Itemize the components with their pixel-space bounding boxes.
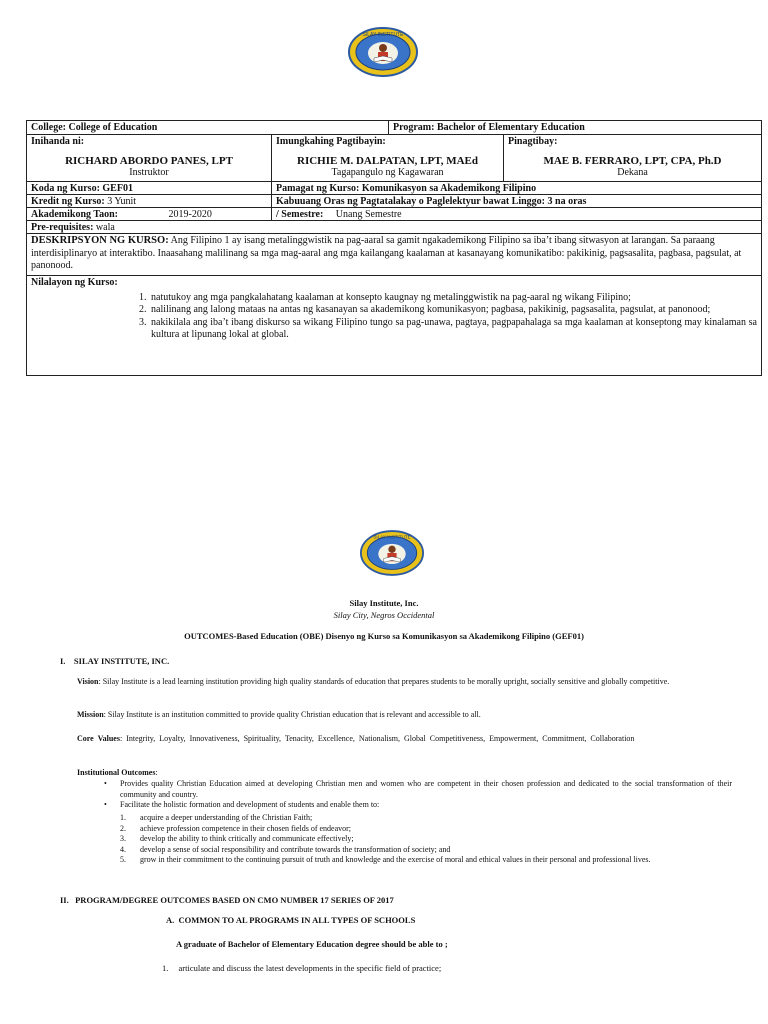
item-number: 2. xyxy=(120,823,126,833)
bullet-item: • Facilitate the holistic formation and development of students and enable them to: xyxy=(100,800,732,811)
item-number: 3. xyxy=(120,834,126,843)
program-outcome-item xyxy=(162,963,441,973)
course-credit-row xyxy=(27,195,761,208)
item-number: 5. xyxy=(120,855,126,864)
numbered-item xyxy=(120,834,732,845)
prerequisites-cell xyxy=(27,221,761,233)
numbered-item xyxy=(120,855,732,866)
approved-name: MAE B. FERRARO, LPT, CPA, Ph.D xyxy=(543,155,722,167)
numbered-item xyxy=(120,813,732,824)
recommended-cell xyxy=(272,135,504,181)
course-code-value: GEF01 xyxy=(102,183,133,194)
course-title-label: Pamagat ng Kurso: xyxy=(276,183,360,194)
item-text: achieve profession competence in their chosen fields of endeavor; xyxy=(140,823,352,833)
recommended-label: Imungkahing Pagtibayin: xyxy=(276,136,386,147)
recommended-role: Tagapangulo ng Kagawaran xyxy=(331,167,444,178)
course-objectives xyxy=(27,276,761,343)
section-heading-1: I. SILAY INSTITUTE, INC. xyxy=(60,656,170,666)
course-title-value: Komunikasyon sa Akademikong Filipino xyxy=(361,183,537,194)
core-values-label: Core Values xyxy=(77,734,120,743)
objective-item: 3. nakikilala ang iba’t ibang diskurso sa wikang Filipino tungo sa pag-unawa, pagtaya, pagpapahalaga sa mga kaalaman at konseptong may kinalaman sa kultura at lipunang lokal at global. xyxy=(149,317,757,342)
vision-text: : Silay Institute is a lead learning institution providing high quality standards of education that prepares students to be morally upright, socially sensitive and globally competitive. xyxy=(98,677,670,686)
logo-lettering: SILAY INSTITUTE xyxy=(362,32,404,38)
item-number: 1. xyxy=(120,813,126,822)
silay-institute-logo xyxy=(348,27,418,77)
semester-cell xyxy=(272,208,761,220)
academic-year-row xyxy=(27,208,761,221)
prepared-by-cell xyxy=(27,135,272,181)
prepared-role: Instruktor xyxy=(129,167,169,178)
course-code-cell xyxy=(27,182,272,194)
prerequisites-row xyxy=(27,221,761,234)
institutional-outcomes-label: Institutional Outcomes xyxy=(77,768,156,777)
program-cell: Program: Bachelor of Elementary Education xyxy=(393,122,585,133)
prerequisites-value: wala xyxy=(95,222,115,233)
silay-institute-logo xyxy=(360,530,424,576)
course-syllabus-table xyxy=(26,120,762,376)
semester-label: / Semestre: xyxy=(276,209,324,220)
numbered-item xyxy=(120,845,732,856)
prepared-name: RICHARD ABORDO PANES, LPT xyxy=(65,155,233,167)
mission-text: : Silay Institute is an institution committed to provide quality Christian education that is relevant and accessible to all. xyxy=(103,710,481,719)
item-number: 1. xyxy=(162,963,169,973)
academic-year-cell xyxy=(27,208,272,220)
core-values-paragraph xyxy=(77,733,731,744)
weekly-hours-cell: Kabuuang Oras ng Pagtatalakay o Paglelektyur bawat Linggo: 3 na oras xyxy=(276,196,587,207)
signatories-row xyxy=(27,135,761,182)
mission-label: Mission xyxy=(77,710,104,719)
vision-paragraph xyxy=(77,676,731,687)
course-description xyxy=(27,234,761,276)
academic-year-value: 2019-2020 xyxy=(168,209,212,220)
institute-location: Silay City, Negros Occidental xyxy=(333,610,435,620)
institutional-outcomes-heading xyxy=(77,768,158,777)
college-cell: College: College of Education xyxy=(27,121,389,134)
course-code-row xyxy=(27,182,761,195)
approved-role: Dekana xyxy=(617,167,648,178)
description-text: Ang Filipino 1 ay isang metalinggwistik na pag-aaral sa gamit ngakademikong Filipino sa iba’t ibang sitwasyon at larangan. Sa paraang interdisiplinaryo at interaktibo. Inaasahang malilinang sa mga mag-aaral ang mga kailangang kaalaman at kasanayang komunikatibo: pakikinig, pagsasalita, pagbasa, pagsulat, at panonood. xyxy=(31,235,742,271)
header-row xyxy=(27,121,761,135)
institutional-outcomes-colon: : xyxy=(155,768,158,777)
institute-name: Silay Institute, Inc. xyxy=(349,598,419,608)
semester-value: Unang Semestre xyxy=(335,209,402,220)
mission-paragraph xyxy=(77,710,731,719)
item-text: develop the ability to think critically and communicate effectively; xyxy=(140,834,354,843)
prerequisites-label: Pre-requisites: xyxy=(31,222,94,233)
objectives-label: Nilalayon ng Kurso: xyxy=(31,277,118,288)
item-text: acquire a deeper understanding of the Christian Faith; xyxy=(140,813,313,822)
subsection-heading-a: A. COMMON TO AL PROGRAMS IN ALL TYPES OF SCHOOLS xyxy=(166,915,416,925)
item-text: grow in their commitment to the continuing pursuit of truth and knowledge and the exercise of moral and ethical values in their personal and professional lives. xyxy=(140,855,651,864)
obe-title: OUTCOMES-Based Education (OBE) Disenyo ng Kurso sa Komunikasyon sa Akademikong Filipino (GEF01) xyxy=(184,631,584,641)
core-values-text: : Integrity, Loyalty, Innovativeness, Spirituality, Tenacity, Excellence, Nationalism, Global Competitiveness, Empowerment, Commitment, Collaboration xyxy=(119,734,635,743)
outcomes-numbered-list xyxy=(120,813,732,866)
academic-year-label: Akademikong Taon: xyxy=(31,209,118,220)
recommended-name: RICHIE M. DALPATAN, LPT, MAEd xyxy=(297,155,478,167)
description-label: DESKRIPSYON NG KURSO: xyxy=(31,235,169,246)
vision-label: Vision xyxy=(77,677,99,686)
course-credit-label: Kredit ng Kurso: xyxy=(31,196,105,207)
numbered-item xyxy=(120,824,732,835)
item-text: develop a sense of social responsibility and contribute towards the transformation of society; and xyxy=(140,844,451,854)
course-credit-value: 3 Yunit xyxy=(107,196,137,207)
item-text: articulate and discuss the latest developments in the specific field of practice; xyxy=(178,963,442,973)
course-credit-cell xyxy=(27,195,272,207)
prepared-label: Inihanda ni: xyxy=(31,136,85,147)
approved-cell xyxy=(504,135,761,181)
objective-item: 1. natutukoy ang mga pangkalahatang kaalaman at konsepto kaugnay ng metalinggwistik na pag-aaral ng wikang Filipino; xyxy=(149,292,757,305)
section-heading-2: II. PROGRAM/DEGREE OUTCOMES BASED ON CMO NUMBER 17 SERIES OF 2017 xyxy=(60,895,394,905)
course-code-label: Koda ng Kurso: xyxy=(31,183,100,194)
graduate-statement: A graduate of Bachelor of Elementary Education degree should be able to ; xyxy=(176,939,448,949)
outcomes-bullet-list xyxy=(100,779,732,811)
logo-lettering: SILAY INSTITUTE xyxy=(373,534,411,540)
objective-item: 2. nalilinang ang lalong mataas na antas ng kasanayan sa akademikong komunikasyon; pagbasa, pakikinig, pagsasalita, pagsulat, at panonood; xyxy=(149,304,757,317)
objectives-list xyxy=(31,292,757,342)
approved-label: Pinagtibay: xyxy=(508,136,558,147)
bullet-item: • Provides quality Christian Education aimed at developing Christian men and women who are competent in their chosen profession and dedicated to the social transformation of their community and country. xyxy=(100,779,732,800)
item-number: 4. xyxy=(120,844,126,854)
course-title-cell xyxy=(272,182,761,194)
